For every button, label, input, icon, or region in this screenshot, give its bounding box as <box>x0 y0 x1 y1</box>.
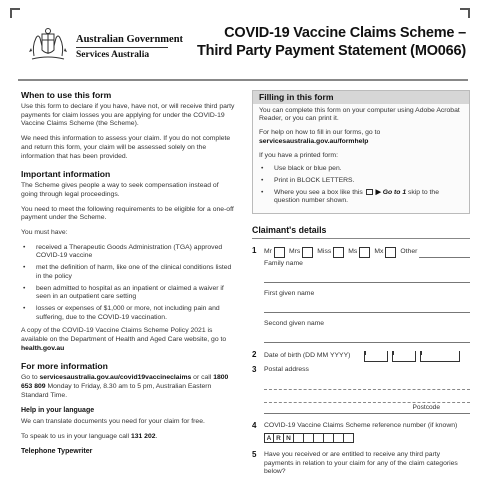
title-mx-checkbox[interactable] <box>385 247 396 258</box>
right-column <box>252 90 470 477</box>
question-2 <box>252 351 470 362</box>
coat-of-arms-icon <box>26 26 70 66</box>
more-info-text: Monday to Friday, 8.30 am to 5 pm, Australian Eastern Standard Time. <box>21 383 212 399</box>
title-mr-checkbox[interactable] <box>274 247 285 258</box>
arn-cell: N <box>284 433 294 443</box>
filling-paragraph-1: You can complete this form on your computer using Adobe Acrobat Reader, or you can print it. <box>259 106 460 123</box>
family-name-label: Family name <box>264 260 303 268</box>
important-information-section <box>21 169 236 353</box>
question-1 <box>252 247 470 343</box>
more-information-heading: For more information <box>21 361 108 372</box>
more-info-text: Go to <box>21 374 40 382</box>
first-given-name-label: First given name <box>264 290 315 298</box>
arn-cell: R <box>274 433 284 443</box>
goto-text: Where you see a box like this <box>274 188 363 196</box>
logo-divider <box>76 47 168 48</box>
when-to-use-section <box>21 90 236 161</box>
when-to-use-heading: When to use this form <box>21 90 112 100</box>
dob-year-input[interactable] <box>420 351 460 362</box>
eligibility-list <box>21 244 236 323</box>
formhelp-link[interactable]: servicesaustralia.gov.au/formhelp <box>259 137 369 145</box>
postal-address-label: Postal address <box>264 366 309 374</box>
title-miss-checkbox[interactable] <box>333 247 344 258</box>
first-given-name-field[interactable] <box>264 289 470 313</box>
left-column <box>21 90 236 459</box>
form-title <box>197 24 466 60</box>
eligibility-item: • losses or expenses of $1,000 or more, not including pain and suffering, due to the COVID-19 vaccination. <box>21 305 236 322</box>
eligibility-item: • been admitted to hospital as an inpatient or claimed a waiver if seen in an outpatient care setting <box>21 285 236 302</box>
arn-cell[interactable] <box>334 433 344 443</box>
postal-address-input[interactable] <box>264 377 470 414</box>
address-line[interactable] <box>264 390 470 403</box>
family-name-field[interactable] <box>264 259 470 283</box>
postcode-label: Postcode <box>412 404 440 412</box>
help-language-paragraph-2 <box>21 433 236 442</box>
title-ms-checkbox[interactable] <box>359 247 370 258</box>
form-title-line-1: COVID-19 Vaccine Claims Scheme – <box>224 25 466 41</box>
title-mrs-label: Mrs <box>288 248 301 256</box>
language-phone-number: 131 202 <box>130 432 156 440</box>
arn-cell[interactable] <box>344 433 354 443</box>
title-other-input[interactable] <box>419 248 470 258</box>
when-to-use-paragraph-1: Use this form to declare if you have, have not, or will receive third party payments for claim losses you are applying for under the COVID-19 Vaccine Claims Scheme (the Scheme). <box>21 103 235 128</box>
question-5 <box>252 451 470 477</box>
address-line[interactable] <box>264 377 470 390</box>
printed-form-list <box>259 165 463 206</box>
government-name: Australian Government <box>76 34 184 45</box>
important-information-heading: Important information <box>21 169 111 180</box>
printed-form-item: • Use black or blue pen. <box>259 165 463 174</box>
title-ms-label: Ms <box>348 248 358 256</box>
printed-form-item: • Print in BLOCK LETTERS. <box>259 177 463 186</box>
question-number: 4 <box>252 420 257 430</box>
second-given-name-field[interactable] <box>264 319 470 343</box>
eligibility-item: • received a Therapeutic Goods Administration (TGA) approved COVID-19 vaccine <box>21 244 236 261</box>
health-link[interactable]: health.gov.au <box>21 344 65 352</box>
crop-mark-top-right <box>460 8 470 18</box>
arn-cell[interactable] <box>324 433 334 443</box>
arn-cell: A <box>264 433 274 443</box>
goto-example: Go to 1 <box>382 188 407 196</box>
filling-paragraph-3: If you have a printed form: <box>259 151 338 159</box>
title-options <box>264 247 470 258</box>
question-4 <box>252 422 470 444</box>
arn-cell[interactable] <box>314 433 324 443</box>
language-text: . <box>155 432 158 440</box>
eligibility-item: • met the definition of harm, like one of the clinical conditions listed in the policy <box>21 264 236 281</box>
important-paragraph-2: You need to meet the following requirements to be eligible for a one-off payment under the Scheme. <box>21 205 234 222</box>
filling-in-heading: Filling in this form <box>253 91 469 104</box>
dob-day-input[interactable] <box>364 351 388 362</box>
more-info-text: or call <box>191 374 214 382</box>
dob-month-input[interactable] <box>392 351 416 362</box>
postcode-field[interactable] <box>264 403 470 414</box>
header-divider <box>18 79 468 81</box>
title-miss-label: Miss <box>317 248 332 256</box>
goto-arrow-icon: ▶ <box>375 188 381 196</box>
second-given-name-label: Second given name <box>264 320 325 328</box>
filling-in-panel <box>252 90 470 214</box>
important-paragraph-3: You must have: <box>21 229 68 237</box>
reference-number-label: COVID-19 Vaccine Claims Scheme reference number (if known) <box>264 421 458 429</box>
date-of-birth-label: Date of birth (DD MM YYYY) <box>264 352 351 360</box>
claimant-details-heading: Claimant's details <box>252 225 327 236</box>
question-number: 5 <box>252 450 257 460</box>
claimant-divider <box>252 238 470 239</box>
arn-cell[interactable] <box>304 433 314 443</box>
more-information-section <box>21 361 236 456</box>
government-logo <box>26 26 196 66</box>
question-number: 3 <box>252 365 257 375</box>
goto-text: skip to the question number shown. <box>274 188 439 205</box>
question-3 <box>252 366 470 414</box>
claims-phone-number: 1800 653 809 <box>21 374 229 391</box>
more-information-paragraph <box>21 374 236 400</box>
example-box-icon <box>366 189 373 195</box>
telephone-typewriter-heading: Telephone Typewriter <box>21 447 93 455</box>
crop-mark-top-left <box>10 8 20 18</box>
important-paragraph-1: The Scheme gives people a way to seek compensation instead of going through legal proceedings. <box>21 182 219 198</box>
filling-paragraph-2 <box>259 129 463 146</box>
arn-cell[interactable] <box>294 433 304 443</box>
policy-text: A copy of the COVID-19 Vaccine Claims Scheme Policy 2021 is available on the Department of Health and Aged Care website, go to <box>21 327 227 344</box>
question-number: 1 <box>252 246 257 256</box>
title-mx-label: Mx <box>374 248 384 256</box>
title-other-label: Other <box>400 248 418 256</box>
filling-help-text: For help on how to fill in our forms, go to <box>259 129 381 137</box>
agency-name: Services Australia <box>76 50 150 60</box>
policy-paragraph <box>21 327 236 353</box>
question-number: 2 <box>252 350 257 360</box>
title-mrs-checkbox[interactable] <box>302 247 313 258</box>
printed-form-item-goto <box>259 189 463 206</box>
language-text: To speak to us in your language call <box>21 432 131 440</box>
third-party-payments-question: Have you received or are entitled to receive any third party payments in relation to your claim for any of the claim categories below? <box>264 451 458 476</box>
when-to-use-paragraph-2: We need this information to assess your claim. If you do not complete and return this form, your claim will be assessed solely on the information that has been provided. <box>21 135 231 160</box>
form-title-line-2: Third Party Payment Statement (MO066) <box>197 43 466 59</box>
help-language-paragraph-1: We can translate documents you need for your claim for free. <box>21 418 205 426</box>
covid-claims-link[interactable]: servicesaustralia.gov.au/covid19vaccineclaims <box>39 374 192 382</box>
title-mr-label: Mr <box>264 248 272 256</box>
reference-number-input[interactable] <box>264 433 470 443</box>
help-language-heading: Help in your language <box>21 406 95 414</box>
